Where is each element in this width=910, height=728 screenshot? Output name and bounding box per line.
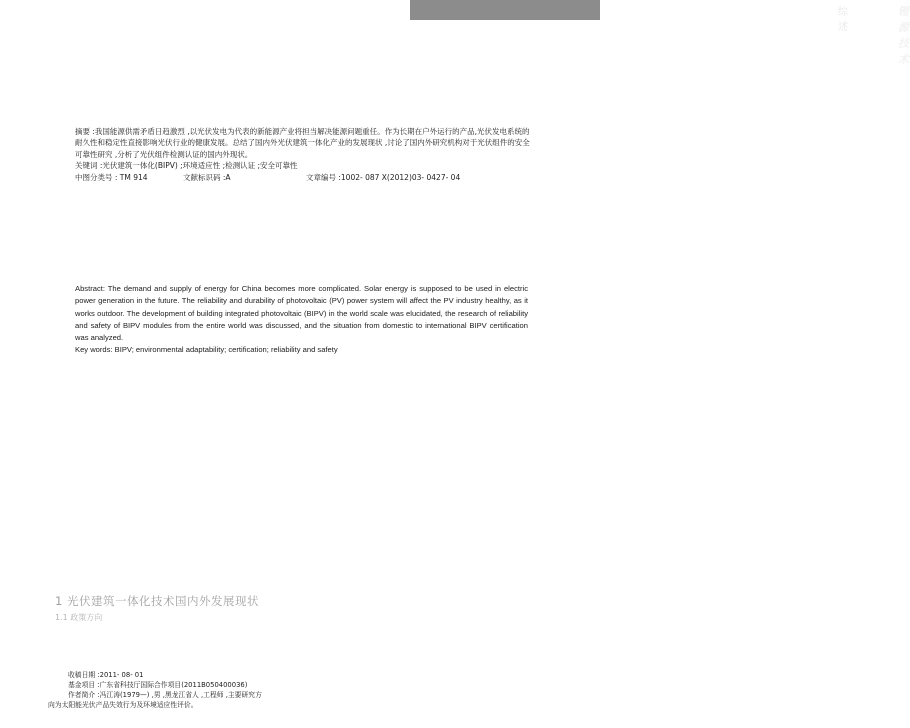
header-section-label: 综述 [838, 7, 866, 33]
author-bio: 作者简介 :冯江涛(1979—) ,男 ,黑龙江省人 ,工程师 ,主要研究方 [68, 691, 262, 699]
clc-number: 中图分类号 : TM 914 [75, 172, 148, 182]
journal-header-band [410, 0, 910, 66]
chinese-abstract-text: 摘要 :我国能源供需矛盾日趋激烈 ,以光伏发电为代表的新能源产业将担当解决能源问题重任。作为长期在户外运行的产品,光伏发电系统的耐久性和稳定性直接影响光伏行业的健康发展。总结了国内外光伏建筑一体化产业的发展现状 ,讨论了国内外研究机构对于光伏组件的安全可靠性研究 ,分析了光伏组件检测认证的国内外现状。 [75, 127, 530, 159]
author-bio-continued: 向为太阳能光伏产品失效行为及环境适应性评价。 [48, 701, 198, 709]
english-abstract-text: Abstract: The demand and supply of energy for China becomes more complicated. Solar energy is supposed to be used in electric power generation in the future. The reliability and durability of photovoltaic (PV) power system will affect the PV industry healthy, as it works outdoor. The development of building integrated photovoltaic (BIPV) in the world scale was elucidated, the research of reliability and safety of BIPV modules from the entire world was discussed, and the situation from domestic to international BIPV certification was analyzed. [75, 284, 528, 343]
document-code: 文献标识码 :A [183, 172, 231, 182]
fund-project: 基金项目 :广东省科技厅国际合作项目(2011B050400036) [68, 681, 248, 689]
chinese-abstract [75, 126, 530, 183]
section-heading: 1 光伏建筑一体化技术国内外发展现状 [55, 594, 259, 608]
header-brand-label: 锂源技术 [898, 5, 910, 66]
classification-line [75, 172, 530, 183]
chinese-keywords: 关键词 :光伏建筑一体化(BIPV) ;环境适应性 ;检测认证 ;安全可靠性 [75, 161, 298, 171]
english-abstract [75, 283, 528, 357]
article-number: 文章编号 :1002- 087 X(2012)03- 0427- 04 [306, 172, 461, 182]
subsection-heading: 1.1 政策方向 [55, 613, 103, 622]
footnote [48, 670, 328, 710]
received-date: 收稿日期 :2011- 08- 01 [68, 671, 144, 679]
english-keywords: Key words: BIPV; environmental adaptability; certification; reliability and safety [75, 345, 338, 355]
